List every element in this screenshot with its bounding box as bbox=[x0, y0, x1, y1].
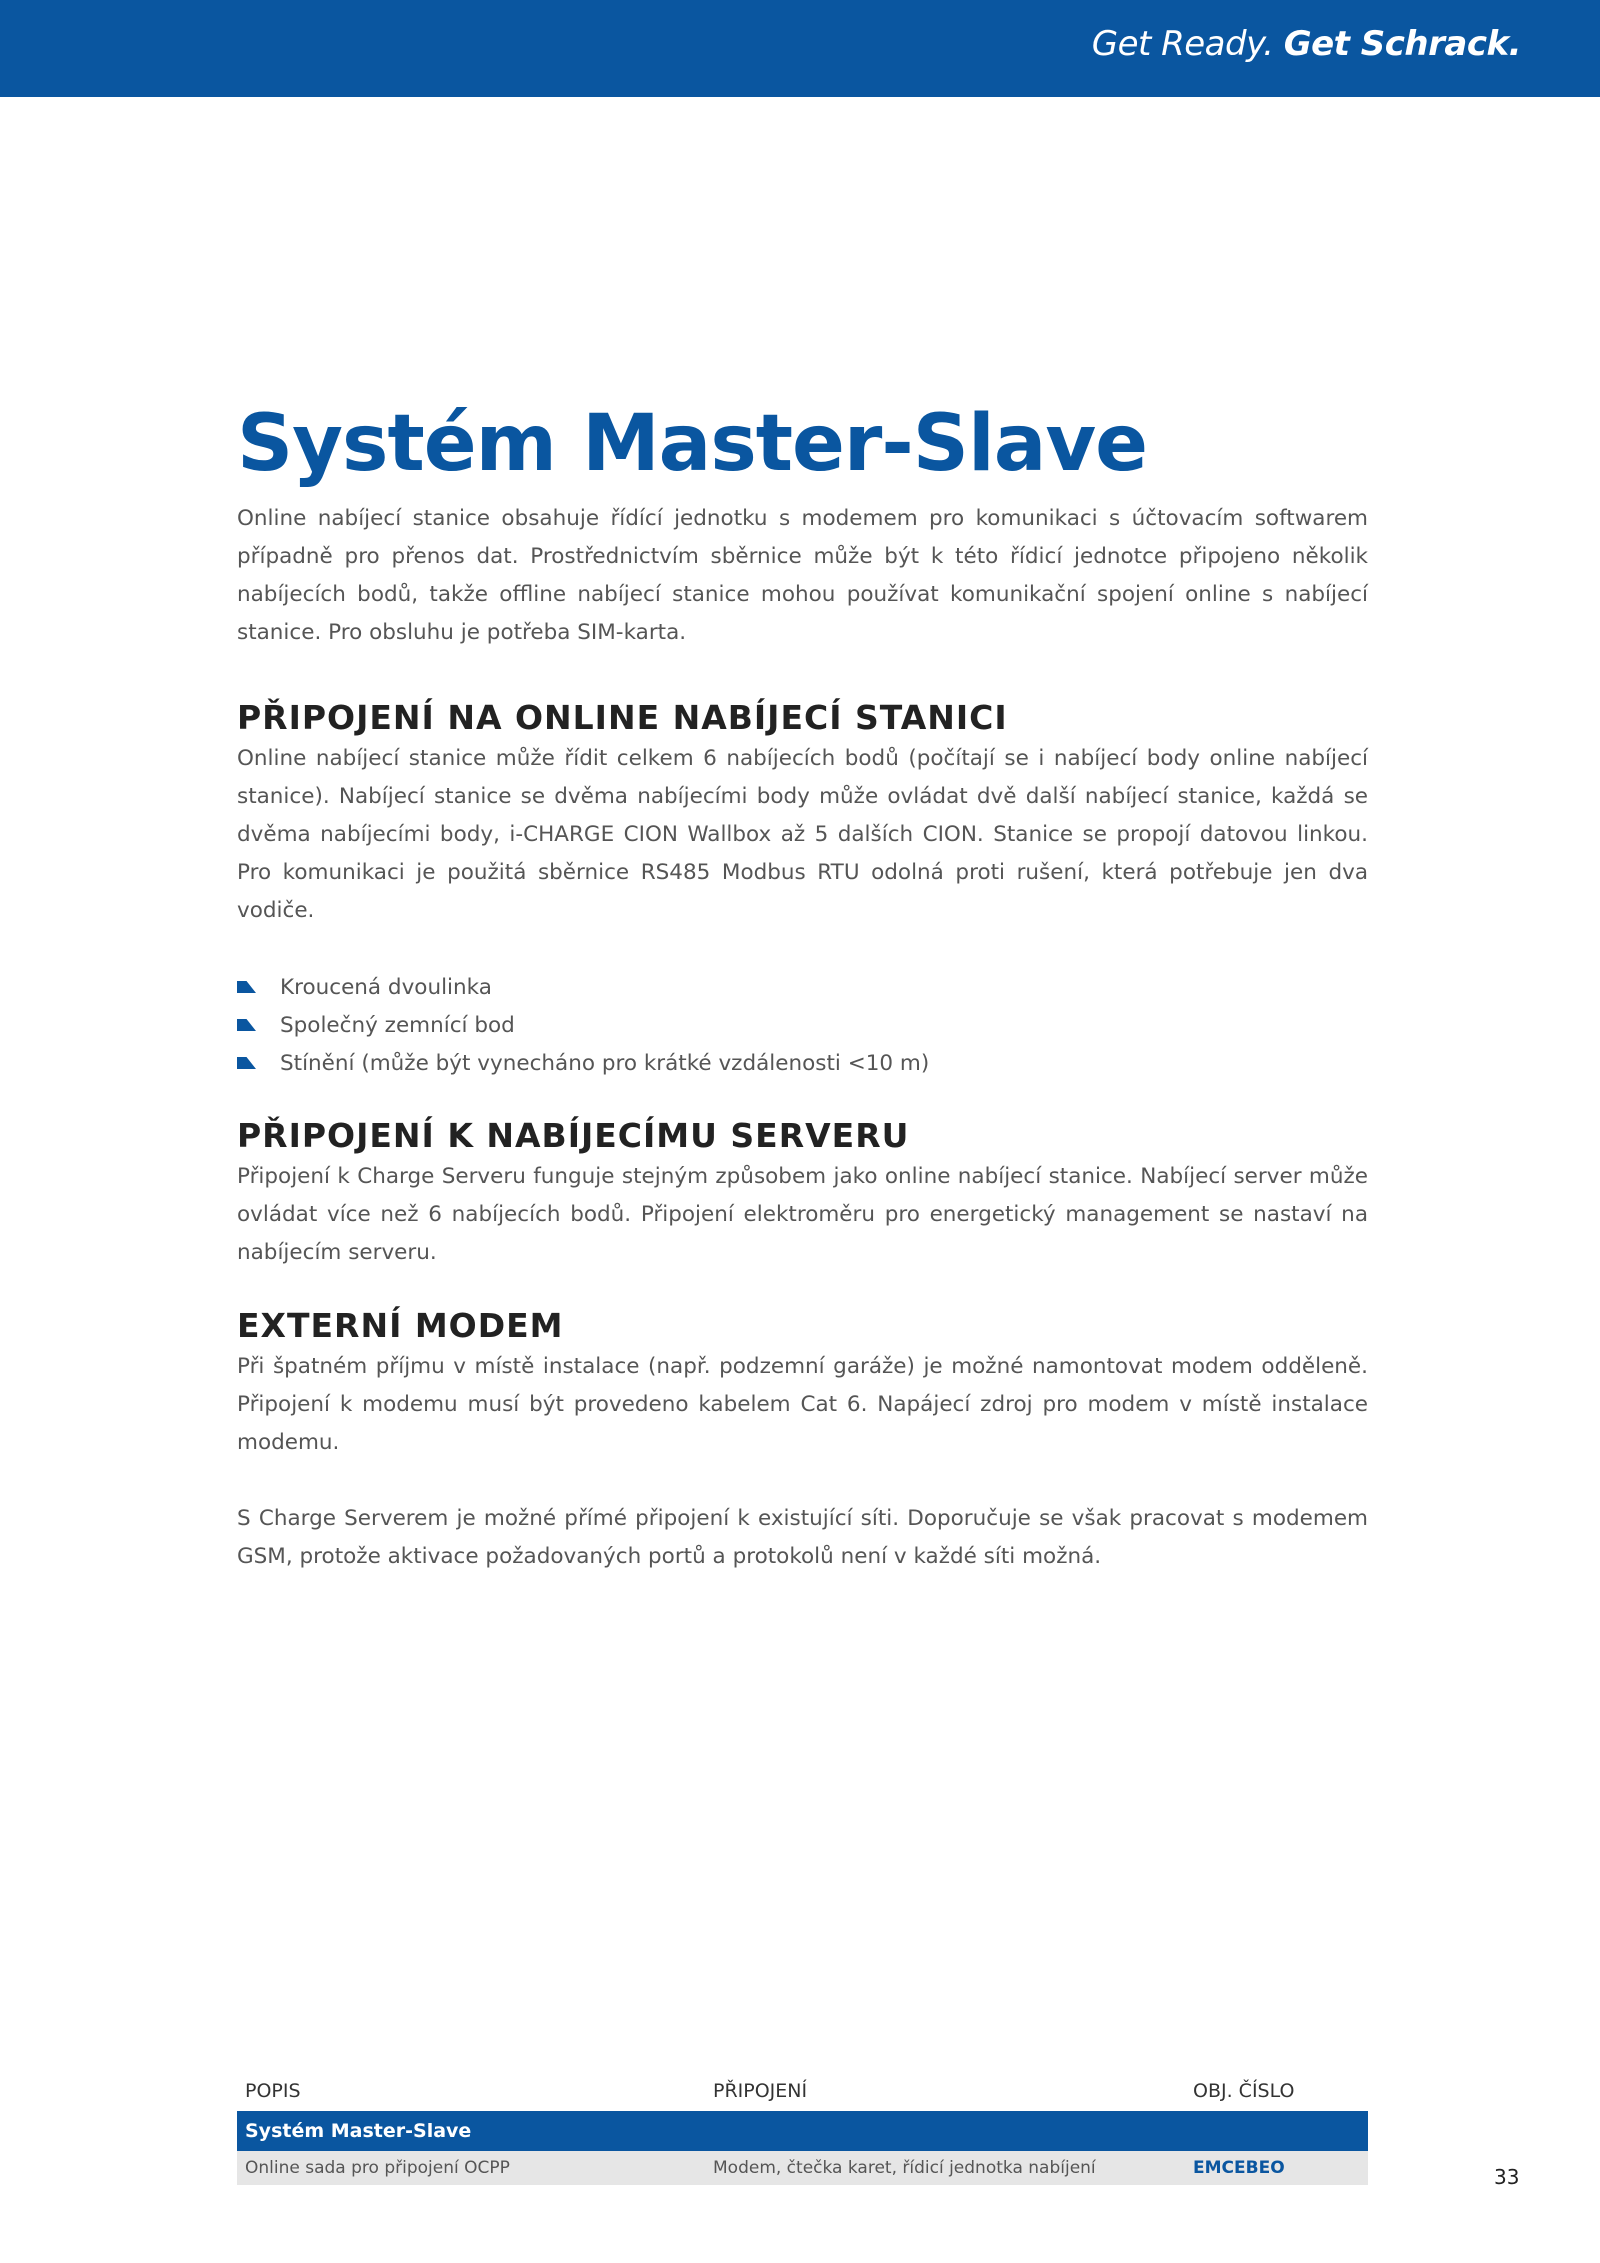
section-heading-external-modem: EXTERNÍ MODEM bbox=[237, 1306, 564, 1345]
section-text-external-modem: Při špatném příjmu v místě instalace (např. podzemní garáže) je možné namontovat modem odděleně. Připojení k modemu musí být provedeno kabelem Cat 6. Napájecí zdroj pro modem v místě instalace modemu. bbox=[237, 1354, 1368, 1455]
column-header-order-number: OBJ. ČÍSLO bbox=[1193, 2080, 1295, 2102]
main-content bbox=[237, 398, 1368, 1576]
column-header-connection: PŘIPOJENÍ bbox=[713, 2080, 808, 2102]
table-row bbox=[237, 2151, 1368, 2185]
section-text-online-station: Online nabíjecí stanice může řídit celkem 6 nabíjecích bodů (počítají se i nabíjecí body online nabíjecí stanice). Nabíjecí stanice se dvěma nabíjecími body může ovládat dvě další nabíjecí stanice, každá se dvěma nabíjecími body, i-CHARGE CION Wallbox až 5 dalších CION. Stanice se propojí datovou linkou. Pro komunikaci je použitá sběrnice RS485 Modbus RTU odolná proti rušení, která potřebuje jen dva vodiče. bbox=[237, 746, 1368, 923]
cell-connection: Modem, čtečka karet, řídicí jednotka nabíjení bbox=[713, 2158, 1096, 2178]
page-number: 33 bbox=[1494, 2165, 1520, 2189]
column-header-description: POPIS bbox=[245, 2080, 301, 2102]
bullet-icon bbox=[237, 1019, 256, 1031]
header-bar bbox=[0, 0, 1600, 97]
cell-order-number: EMCEBEO bbox=[1193, 2158, 1285, 2178]
section-text-charge-server: Připojení k Charge Serveru funguje stejným způsobem jako online nabíjecí stanice. Nabíjecí server může ovládat více než 6 nabíjecích bodů. Připojení elektroměru pro energetický management se nastaví na nabíjecím serveru. bbox=[237, 1164, 1368, 1265]
section-heading-online-station: PŘIPOJENÍ NA ONLINE NABÍJECÍ STANICI bbox=[237, 698, 1008, 737]
list-item bbox=[237, 1044, 1368, 1082]
list-item-text: Společný zemnící bod bbox=[280, 1012, 515, 1038]
table-header bbox=[237, 2071, 1368, 2111]
slogan-part1: Get Ready. bbox=[1091, 24, 1274, 64]
brand-slogan bbox=[1092, 24, 1521, 64]
slogan-part2: Get Schrack. bbox=[1283, 24, 1521, 64]
cell-description: Online sada pro připojení OCPP bbox=[245, 2158, 510, 2178]
order-table bbox=[237, 2071, 1368, 2185]
intro-paragraph: Online nabíjecí stanice obsahuje řídící jednotku s modemem pro komunikaci s účtovacím softwarem případně pro přenos dat. Prostřednictvím sběrnice může být k této řídicí jednotce připojeno několik nabíjecích bodů, takže offline nabíjecí stanice mohou používat komunikační spojení online s nabíjecí stanice. Pro obsluhu je potřeba SIM-karta. bbox=[237, 506, 1368, 645]
table-group-label: Systém Master-Slave bbox=[245, 2120, 472, 2142]
list-item-text: Kroucená dvoulinka bbox=[280, 974, 492, 1000]
section-heading-charge-server: PŘIPOJENÍ K NABÍJECÍMU SERVERU bbox=[237, 1116, 910, 1155]
page-title: Systém Master-Slave bbox=[237, 399, 1148, 489]
list-item bbox=[237, 968, 1368, 1006]
bullet-icon bbox=[237, 981, 256, 993]
section-text-external-modem-2: S Charge Serverem je možné přímé připojení k existující síti. Doporučuje se však pracovat s modemem GSM, protože aktivace požadovaných portů a protokolů není v každé síti možná. bbox=[237, 1506, 1368, 1569]
list-item-text: Stínění (může být vynecháno pro krátké vzdálenosti <10 m) bbox=[280, 1050, 930, 1076]
bullet-list bbox=[237, 968, 1368, 1082]
bullet-icon bbox=[237, 1057, 256, 1069]
list-item bbox=[237, 1006, 1368, 1044]
table-group-row bbox=[237, 2111, 1368, 2151]
